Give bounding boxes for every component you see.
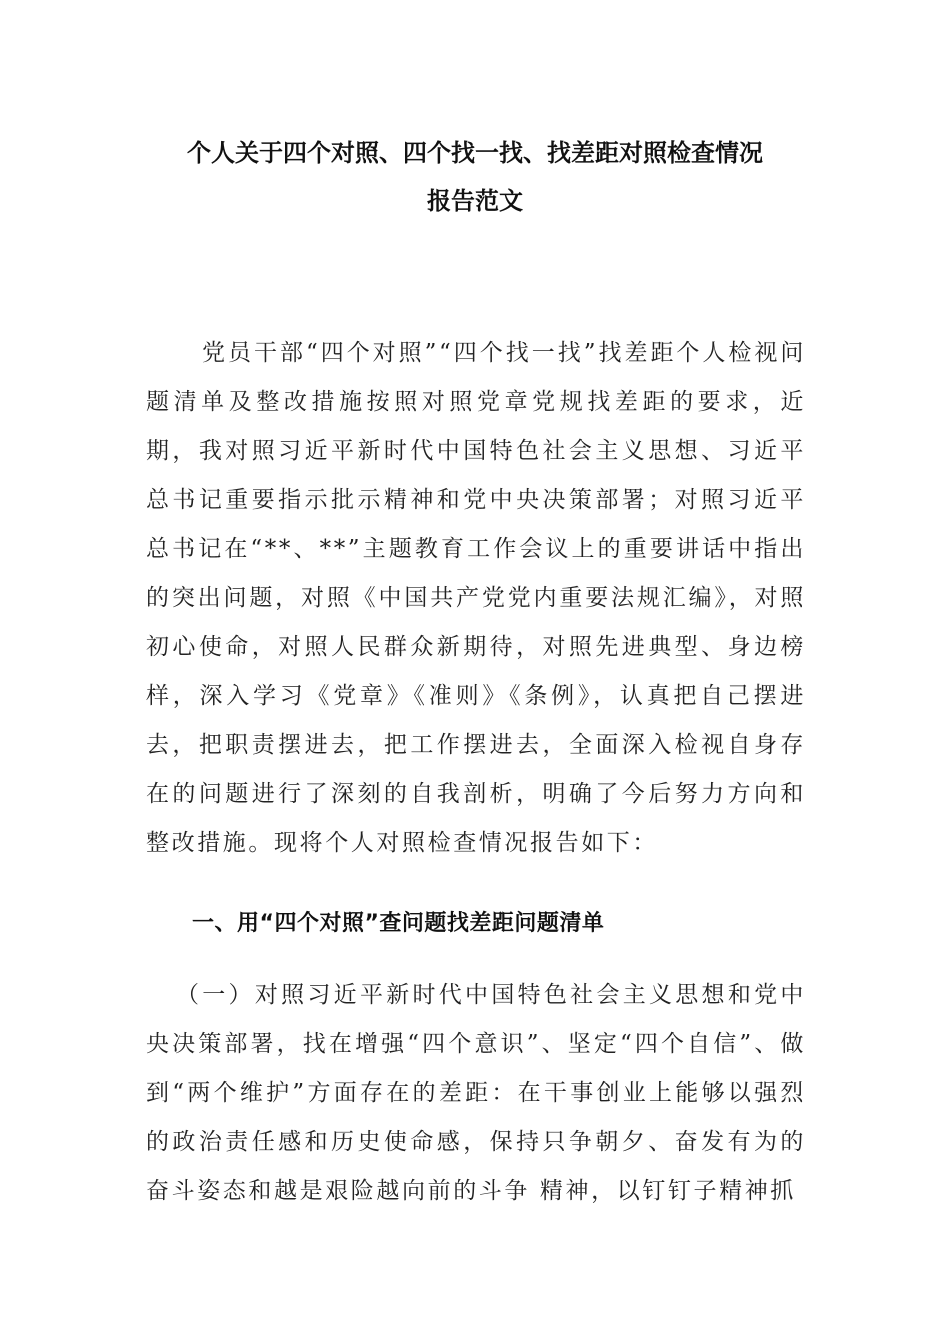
document-title-line-2: 报告范文 <box>427 187 523 215</box>
section-paragraph: （一）对照习近平新时代中国特色社会主义思想和党中央决策部署，找在增强“四个意识”、坚定“四个自信”、做到“两个维护”方面存在的差距：在干事创业上能够以强烈的政治责任感和历史使命感，保持只争朝夕、奋发有为的奋斗姿态和越是艰险越向前的斗争 精神，以钉钉子精神抓 <box>146 982 806 1204</box>
intro-paragraph: 党员干部“四个对照”“四个找一找”找差距个人检视问题清单及整改措施按照对照党章党规找差距的要求，近期，我对照习近平新时代中国特色社会主义思想、习近平总书记重要指示批示精神和党中央决策部署；对照习近平总书记在“**、**”主题教育工作会议上的重要讲话中指出的突出问题，对照《中国共产党党内重要法规汇编》，对照初心使命，对照人民群众新期待，对照先进典型、身边榜样，深入学习《党章》《准则》《条例》，认真把自己摆进去，把职责摆进去，把工作摆进去，全面深入检视自身存在的问题进行了深刻的自我剖析，明确了今后努力方向和整改措施。现将个人对照检查情况报告如下： <box>146 340 806 856</box>
document-title-line-1: 个人关于四个对照、四个找一找、找差距对照检查情况 <box>187 139 763 167</box>
section-heading: 一、用“四个对照”查问题找差距问题清单 <box>192 911 605 936</box>
